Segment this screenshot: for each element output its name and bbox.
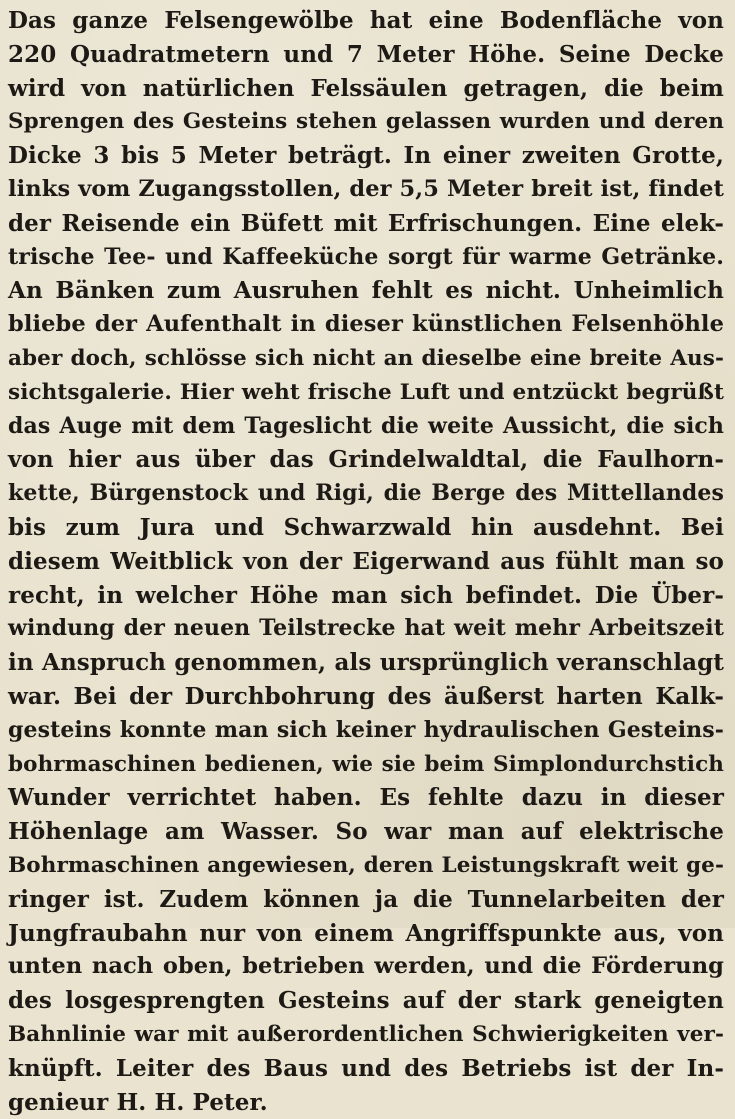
text-line: knüpft. Leiter des Baus und des Betriebs ist der In- <box>8 1052 724 1086</box>
text-line: bohrmaschinen bedienen, wie sie beim Simplondurchstich <box>8 748 724 782</box>
text-line: Bohrmaschinen angewiesen, deren Leistungskraft weit ge- <box>8 849 724 883</box>
text-line: windung der neuen Teilstrecke hat weit mehr Arbeitszeit <box>8 612 724 646</box>
text-line: der Reisende ein Büfett mit Erfrischungen. Eine elek- <box>8 207 724 241</box>
text-line: 220 Quadratmetern und 7 Meter Höhe. Seine Decke <box>8 38 724 72</box>
text-line: Sprengen des Gesteins stehen gelassen wurden und deren <box>8 105 724 139</box>
text-line: kette, Bürgenstock und Rigi, die Berge des Mittellandes <box>8 477 724 511</box>
text-line: Höhenlage am Wasser. So war man auf elektrische <box>8 815 724 849</box>
text-line: in Anspruch genommen, als ursprünglich veranschlagt <box>8 646 724 680</box>
text-line: Wunder verrichtet haben. Es fehlte dazu in dieser <box>8 781 724 815</box>
text-line: recht, in welcher Höhe man sich befindet. Die Über- <box>8 579 724 613</box>
text-line: Das ganze Felsengewölbe hat eine Bodenfläche von <box>8 4 724 38</box>
text-line: Dicke 3 bis 5 Meter beträgt. In einer zweiten Grotte, <box>8 139 724 173</box>
body-paragraph <box>8 4 724 1119</box>
text-line: genieur H. H. Peter. <box>8 1086 724 1119</box>
text-line: ringer ist. Zudem können ja die Tunnelarbeiten der <box>8 883 724 917</box>
text-line: Bahnlinie war mit außerordentlichen Schwierigkeiten ver- <box>8 1018 724 1052</box>
text-line: links vom Zugangsstollen, der 5,5 Meter breit ist, findet <box>8 173 724 207</box>
text-line: des losgesprengten Gesteins auf der stark geneigten <box>8 984 724 1018</box>
text-line: von hier aus über das Grindelwaldtal, die Faulhorn- <box>8 443 724 477</box>
text-line: war. Bei der Durchbohrung des äußerst harten Kalk- <box>8 680 724 714</box>
text-line: sichtsgalerie. Hier weht frische Luft und entzückt begrüßt <box>8 376 724 410</box>
text-line: das Auge mit dem Tageslicht die weite Aussicht, die sich <box>8 410 724 444</box>
text-line: unten nach oben, betrieben werden, und die Förderung <box>8 950 724 984</box>
text-line: An Bänken zum Ausruhen fehlt es nicht. Unheimlich <box>8 274 724 308</box>
text-line: Jungfraubahn nur von einem Angriffspunkte aus, von <box>8 917 724 951</box>
text-line: diesem Weitblick von der Eigerwand aus fühlt man so <box>8 545 724 579</box>
text-line: bliebe der Aufenthalt in dieser künstlichen Felsenhöhle <box>8 308 724 342</box>
text-line: aber doch, schlösse sich nicht an dieselbe eine breite Aus- <box>8 342 724 376</box>
text-line: bis zum Jura und Schwarzwald hin ausdehnt. Bei <box>8 511 724 545</box>
text-line: gesteins konnte man sich keiner hydraulischen Gesteins- <box>8 714 724 748</box>
text-line: trische Tee- und Kaffeeküche sorgt für warme Getränke. <box>8 241 724 275</box>
text-line: wird von natürlichen Felssäulen getragen, die beim <box>8 72 724 106</box>
